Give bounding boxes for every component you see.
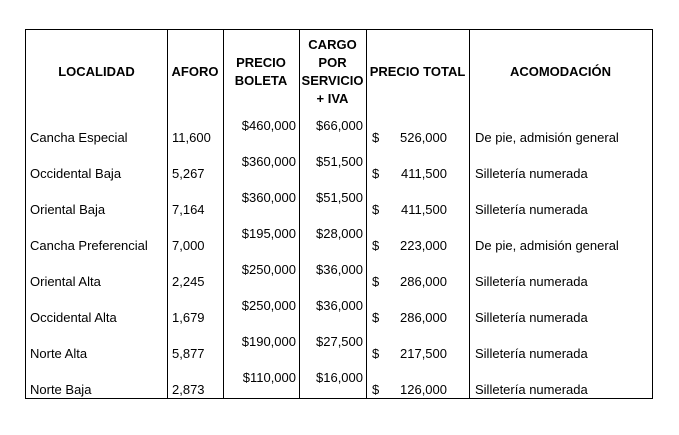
cell-acomodacion: Silletería numerada (475, 202, 588, 217)
cell-localidad: Oriental Baja (30, 202, 106, 217)
cell-localidad: Oriental Alta (30, 274, 101, 289)
cell-precio-total: 217,500 (400, 346, 447, 361)
cell-aforo: 5,877 (172, 346, 205, 361)
cell-cargo-servicio: $36,000 (316, 262, 363, 277)
cell-cargo-servicio: $27,500 (316, 334, 363, 349)
cell-cargo-servicio: $51,500 (316, 190, 363, 205)
currency-symbol: $ (372, 238, 380, 253)
cell-precio-boleta: $250,000 (241, 298, 296, 313)
cell-precio-total: 526,000 (400, 130, 447, 145)
cell-precio-total: 286,000 (400, 310, 447, 325)
currency-symbol: $ (372, 346, 380, 361)
cell-aforo: 11,600 (172, 130, 211, 145)
cell-precio-boleta: $250,000 (241, 262, 296, 277)
cell-aforo: 5,267 (172, 166, 205, 181)
cell-acomodacion: De pie, admisión general (475, 238, 619, 253)
header-localidad: LOCALIDAD (58, 64, 135, 79)
cell-aforo: 1,679 (172, 310, 205, 325)
cell-localidad: Cancha Preferencial (30, 238, 148, 253)
cell-precio-total: 126,000 (400, 382, 447, 397)
cell-aforo: 7,000 (172, 238, 205, 253)
price-table (25, 29, 653, 399)
cell-acomodacion: De pie, admisión general (475, 130, 619, 145)
cell-cargo-servicio: $16,000 (316, 370, 363, 385)
cell-cargo-servicio: $66,000 (316, 118, 363, 133)
header-precio-boleta: PRECIO BOLETA (234, 55, 288, 88)
cell-aforo: 2,873 (172, 382, 205, 397)
cell-acomodacion: Silletería numerada (475, 274, 588, 289)
cell-precio-total: 411,500 (400, 202, 447, 217)
cell-localidad: Occidental Baja (30, 166, 122, 181)
cell-precio-boleta: $110,000 (242, 370, 296, 385)
currency-symbol: $ (372, 274, 380, 289)
cell-cargo-servicio: $51,500 (316, 154, 363, 169)
currency-symbol: $ (372, 310, 380, 325)
header-acomodacion: ACOMODACIÓN (509, 64, 612, 79)
cell-localidad: Cancha Especial (30, 130, 128, 145)
cell-aforo: 2,245 (172, 274, 205, 289)
cell-acomodacion: Silletería numerada (475, 382, 588, 397)
cell-acomodacion: Silletería numerada (475, 310, 588, 325)
cell-precio-boleta: $360,000 (241, 154, 296, 169)
header-aforo: AFORO (171, 64, 219, 79)
cell-aforo: 7,164 (172, 202, 205, 217)
cell-precio-boleta: $460,000 (241, 118, 296, 133)
cell-precio-total: 286,000 (400, 274, 447, 289)
cell-precio-boleta: $190,000 (241, 334, 296, 349)
header-precio-total: PRECIO TOTAL (369, 64, 466, 79)
currency-symbol: $ (372, 202, 380, 217)
cell-cargo-servicio: $28,000 (316, 226, 363, 241)
currency-symbol: $ (372, 382, 380, 397)
cell-precio-boleta: $360,000 (241, 190, 296, 205)
cell-precio-total: 411,500 (400, 166, 447, 181)
cell-localidad: Norte Baja (30, 382, 92, 397)
cell-localidad: Occidental Alta (30, 310, 117, 325)
currency-symbol: $ (372, 166, 380, 181)
cell-localidad: Norte Alta (30, 346, 88, 361)
cell-precio-total: 223,000 (400, 238, 447, 253)
header-cargo-servicio: CARGO POR SERVICIO + IVA (301, 37, 364, 106)
cell-cargo-servicio: $36,000 (316, 298, 363, 313)
cell-acomodacion: Silletería numerada (475, 166, 588, 181)
cell-acomodacion: Silletería numerada (475, 346, 588, 361)
cell-precio-boleta: $195,000 (241, 226, 296, 241)
currency-symbol: $ (372, 130, 380, 145)
